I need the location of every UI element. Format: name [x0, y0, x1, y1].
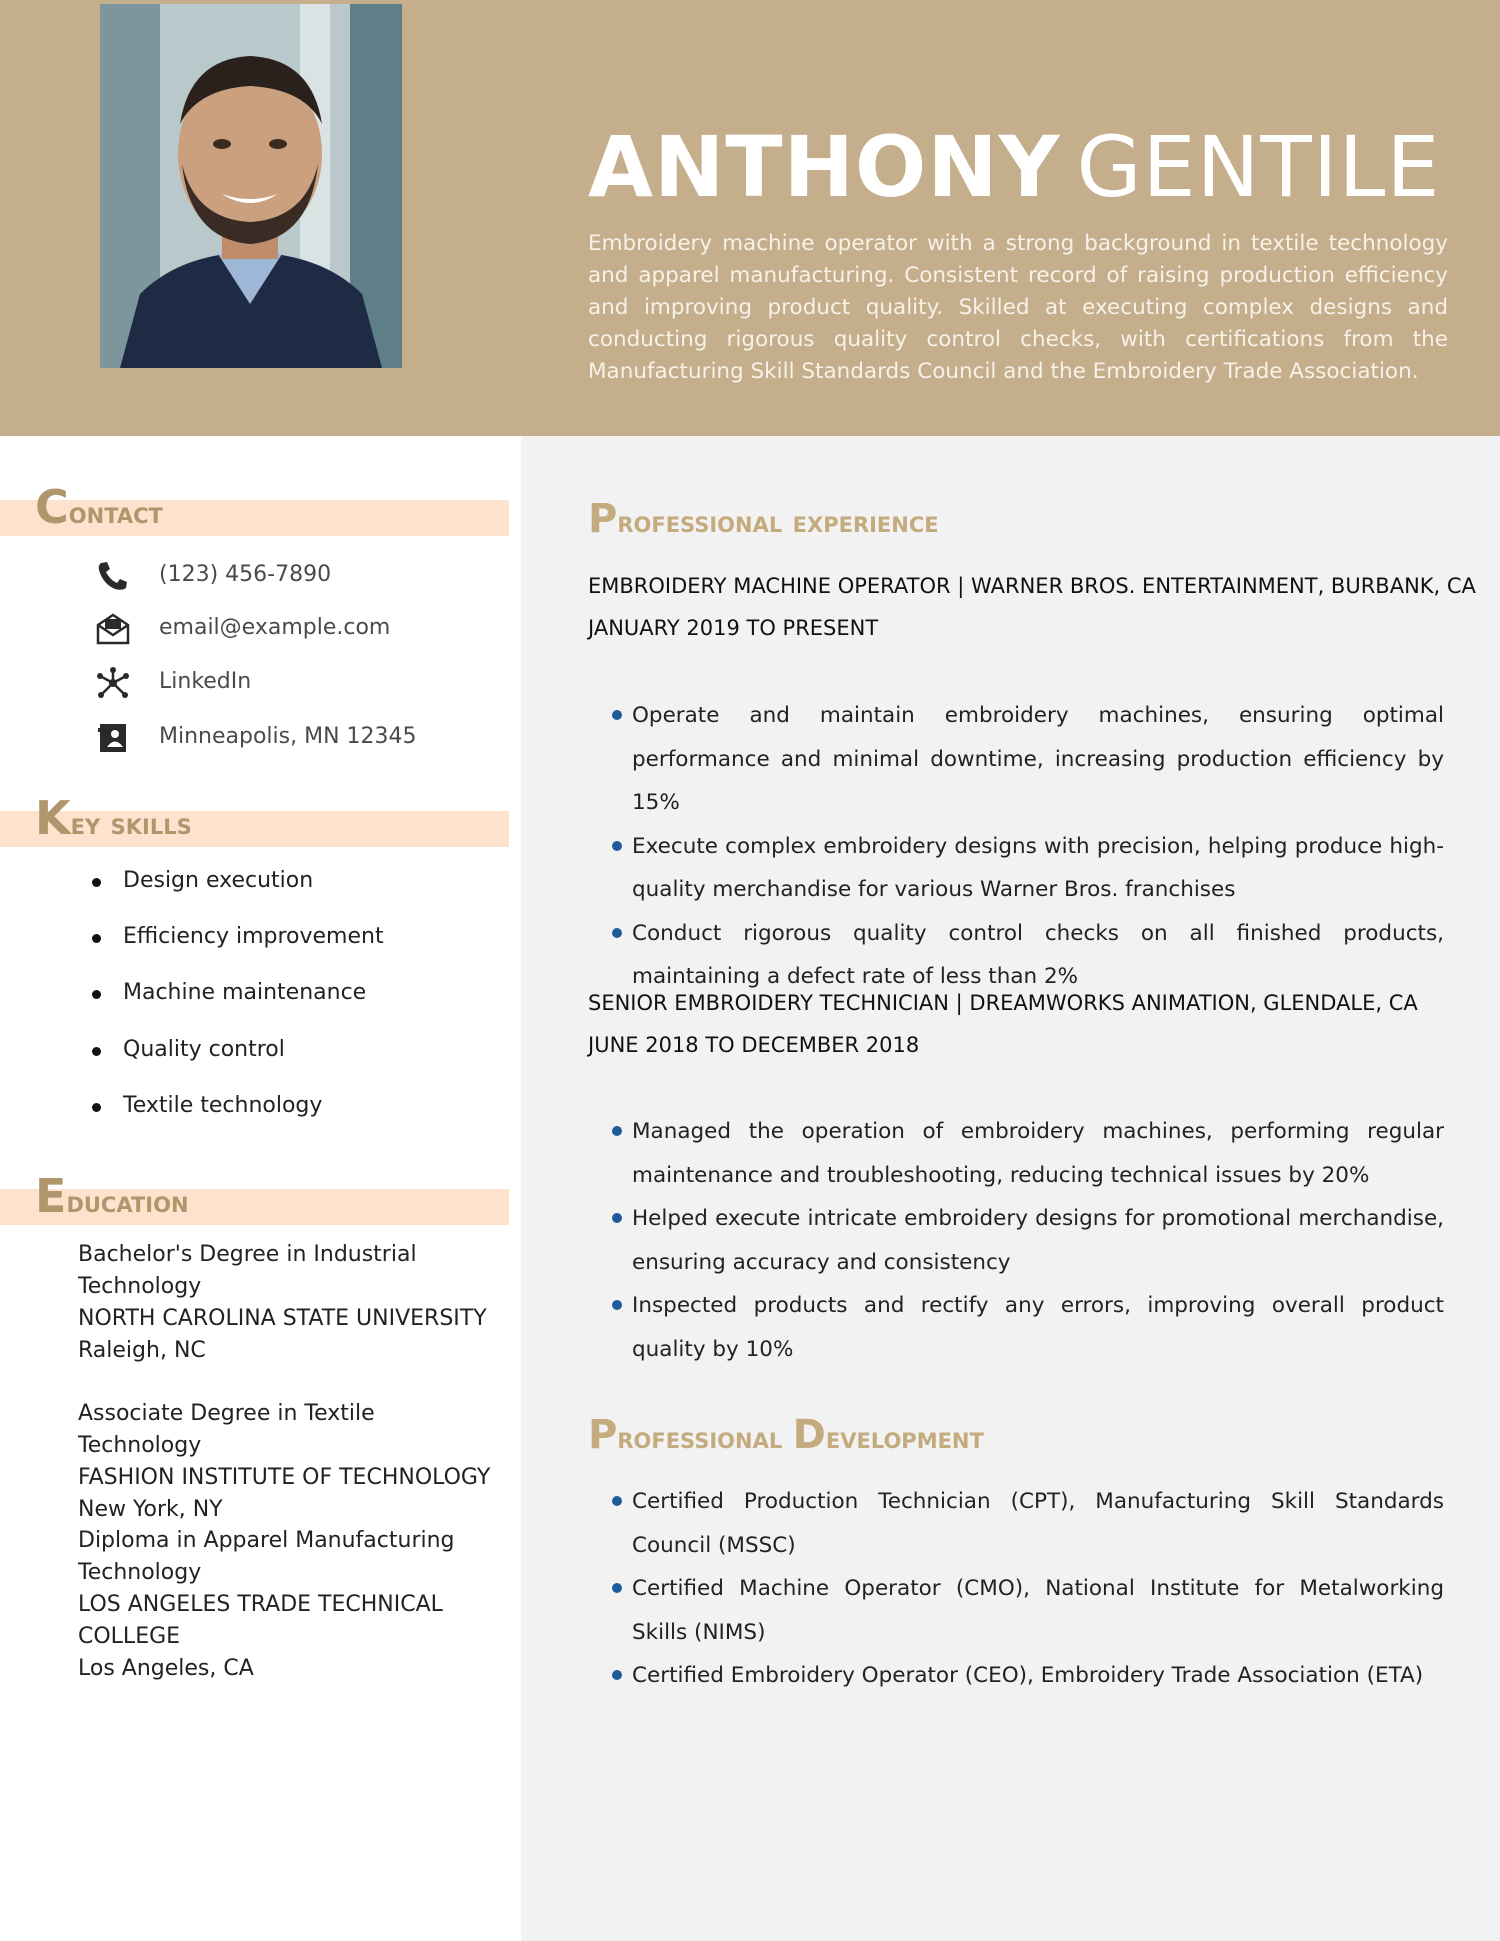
job-bullets: [612, 694, 1444, 999]
profile-photo: [100, 4, 402, 368]
bullet-item: Certified Production Technician (CPT), Manufacturing Skill Standards Council (MSSC): [612, 1480, 1444, 1567]
education-heading: Education: [0, 1189, 509, 1225]
bullet-item: Managed the operation of embroidery machines, performing regular maintenance and troubleshooting, reducing technical issues by 20%: [612, 1110, 1444, 1197]
bullet-item: Helped execute intricate embroidery designs for promotional merchandise, ensuring accuracy and consistency: [612, 1197, 1444, 1284]
job-bullets: [612, 1110, 1444, 1371]
degree: Bachelor's Degree in Industrial Technology: [78, 1242, 417, 1299]
linkedin-icon: [95, 667, 131, 699]
address-icon: [95, 722, 131, 754]
bullet-item: Inspected products and rectify any errors, improving overall product quality by 10%: [612, 1284, 1444, 1371]
bullet-dot: [92, 878, 101, 887]
bullet-dot: [92, 1103, 101, 1112]
education-entry: [78, 1398, 498, 1526]
email-icon: [95, 613, 131, 645]
school-location: Los Angeles, CA: [78, 1656, 254, 1681]
first-name: ANTHONY: [588, 118, 1061, 216]
job-title: SENIOR EMBROIDERY TECHNICIAN | DREAMWORKS ANIMATION, GLENDALE, CA: [588, 991, 1418, 1015]
school-location: New York, NY: [78, 1497, 223, 1522]
education-entry: [78, 1525, 498, 1685]
contact-address: Minneapolis, MN 12345: [95, 718, 495, 758]
job-dates: JANUARY 2019 TO PRESENT: [588, 616, 879, 640]
bullet-item: Certified Machine Operator (CMO), National Institute for Metalworking Skills (NIMS): [612, 1567, 1444, 1654]
experience-heading: Professional experience: [588, 496, 939, 542]
candidate-name: [588, 118, 1440, 216]
degree: Associate Degree in Textile Technology: [78, 1401, 375, 1458]
school: FASHION INSTITUTE OF TECHNOLOGY: [78, 1465, 491, 1490]
job-title: EMBROIDERY MACHINE OPERATOR | WARNER BROS. ENTERTAINMENT, BURBANK, CA: [588, 574, 1476, 598]
education-entry: [78, 1239, 498, 1367]
bullet-dot: [92, 1047, 101, 1056]
bullet-item: Operate and maintain embroidery machines, ensuring optimal performance and minimal downtime, increasing production efficiency by 15%: [612, 694, 1444, 825]
bullet-item: Execute complex embroidery designs with precision, helping produce high-quality merchandise for various Warner Bros. franchises: [612, 825, 1444, 912]
contact-phone: (123) 456-7890: [95, 556, 495, 596]
development-bullets: [612, 1480, 1444, 1698]
school-location: Raleigh, NC: [78, 1338, 206, 1363]
development-heading: Professional Development: [588, 1412, 984, 1458]
contact-linkedin[interactable]: LinkedIn: [95, 663, 495, 703]
job-dates: JUNE 2018 TO DECEMBER 2018: [588, 1033, 920, 1057]
phone-icon: [95, 560, 131, 592]
school: NORTH CAROLINA STATE UNIVERSITY: [78, 1306, 487, 1331]
bullet-item: Conduct rigorous quality control checks on all finished products, maintaining a defect rate of less than 2%: [612, 912, 1444, 999]
bullet-dot: [92, 990, 101, 999]
profile-summary: Embroidery machine operator with a strong background in textile technology and apparel manufacturing. Consistent record of raising production efficiency and improving product quality. Skilled at executing complex designs and conducting rigorous quality control checks, with certifications from the Manufacturing Skill Standards Council and the Embroidery Trade Association.: [588, 231, 1448, 384]
last-name: GENTILE: [1076, 118, 1441, 216]
bullet-item: Certified Embroidery Operator (CEO), Embroidery Trade Association (ETA): [612, 1654, 1444, 1698]
degree: Diploma in Apparel Manufacturing Technology: [78, 1528, 455, 1585]
bullet-dot: [92, 934, 101, 943]
skills-heading: Key skills: [0, 811, 509, 847]
school: LOS ANGELES TRADE TECHNICAL COLLEGE: [78, 1592, 443, 1649]
contact-email[interactable]: email@example.com: [95, 609, 495, 649]
contact-heading: Contact: [0, 500, 509, 536]
